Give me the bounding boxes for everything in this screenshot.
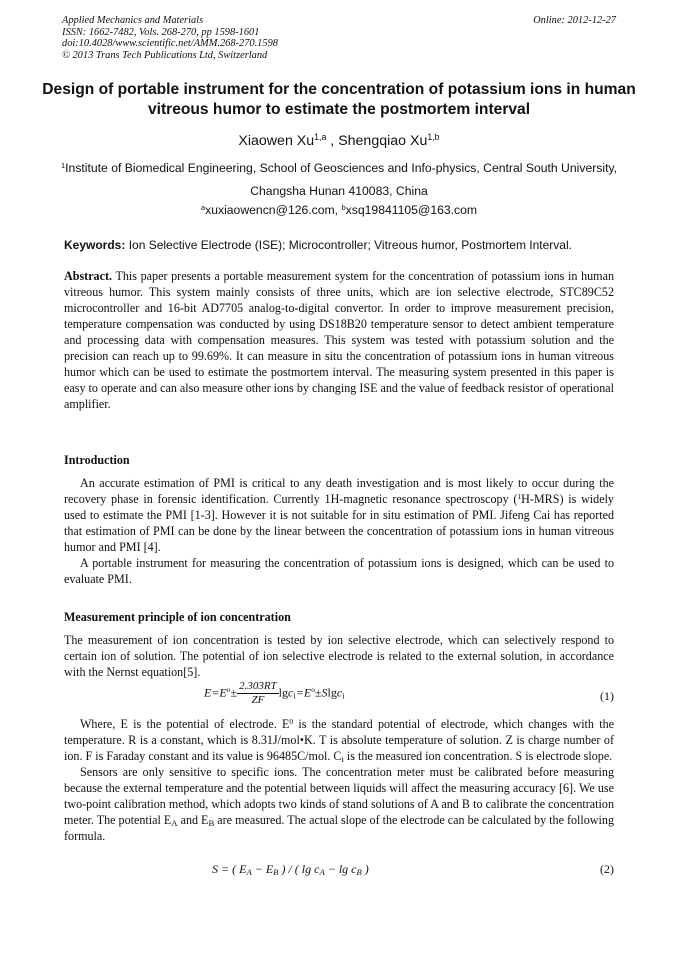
author-1-affiliation-mark: 1,a xyxy=(314,132,327,143)
abstract-text: This paper presents a portable measurement system for the concentration of potassium ions in human vitreous humor. This system mainly consists of three units, which are ion selective electrode, STC89C52 microcontroller and 16-bit AD7705 analog-to-digital convertor. In order to improve measurement precision, temperature compensation was conducted by using DS18B20 temperature sensor to detect ambient temperature and processing data with compensation measures. This system was tested with potassium solution and the precision can reach up to 99.69%. It can measure in situ the concentration of potassium ions in human vitreous humor which can be used to estimate the postmortem interval. The measuring system presented in this paper is easy to operate and can also measure other ions by changing ISE and the value of feedback resistor of operational amplifier. xyxy=(64,269,614,411)
introduction-section xyxy=(64,452,614,587)
equation-1 xyxy=(64,678,614,718)
paper-title: Design of portable instrument for the concentration of potassium ions in human vitreous humor to estimate the postmortem interval xyxy=(42,81,636,118)
author-separator: , xyxy=(326,133,339,149)
introduction-heading: Introduction xyxy=(64,453,130,467)
email-b[interactable]: xsq19841105@163.com xyxy=(345,203,478,217)
introduction-paragraph-2: A portable instrument for measuring the concentration of potassium ions is designed, which can be used to evaluate PMI. xyxy=(64,556,614,586)
measurement-paragraphs xyxy=(64,716,614,844)
email-b-mark: b xyxy=(341,202,346,212)
affiliation-text: Institute of Biomedical Engineering, School of Geosciences and Info-physics, Central South University, Changsha Hunan 410083, China xyxy=(65,161,618,198)
abstract xyxy=(64,268,614,412)
email-a[interactable]: xuxiaowencn@126.com, xyxy=(205,203,342,217)
measurement-heading: Measurement principle of ion concentration xyxy=(64,610,291,624)
equation-1-number: (1) xyxy=(600,689,614,703)
equation-2-number: (2) xyxy=(600,862,614,876)
journal-name: Applied Mechanics and Materials xyxy=(62,15,204,26)
keywords-label: Keywords: xyxy=(64,238,126,252)
keywords-text: Ion Selective Electrode (ISE); Microcontroller; Vitreous humor, Postmortem Interval. xyxy=(125,238,572,252)
measurement-paragraph-2: Where, E is the potential of electrode. $E^0$ is the standard potential of electrode, which changes with the temperature. R is a constant, which is 8.31J/mol•K. T is absolute temperature of solution. Z is charge number of ion. F is Faraday constant and its value is 96485C/mol. $C_i$ is the measured ion concentration. S is electrode slope. xyxy=(64,716,614,765)
doi-line[interactable]: doi:10.4028/www.scientific.net/AMM.268-270.1598 xyxy=(62,38,278,50)
author-emails xyxy=(0,203,678,217)
introduction-paragraph-1: An accurate estimation of PMI is critical to any death investigation and is most likely to occur during the recovery phase in forensic identification. Currently 1H-magnetic resonance spectroscopy ($^1$H-MRS) is widely used to estimate the PMI [1-3]. However it is not suitable for in situ estimation of PMI. Jifeng Cai has reported that estimation of PMI can be done by the linear between the concentration of potassium ions in human vitreous humor and PMI [4]. xyxy=(64,476,614,554)
publication-header xyxy=(62,15,616,61)
email-a-mark: a xyxy=(200,202,206,212)
measurement-section xyxy=(64,609,614,680)
equation-2-body: S = ( $E_A - E_B$ ) / ( $\lg c_A - \lg c_B$ ) xyxy=(212,862,369,878)
measurement-paragraph-3: Sensors are only sensitive to specific ions. The concentration meter must be calibrated before measuring because the external temperature and the potential between liquids will affect the measuring accuracy [6]. We use two-point calibration method, which adopts two kinds of stand solutions of A and B to calibrate the concentration meter. The potential $E_A$ and $E_B$ are measured. The actual slope of the electrode can be calculated by the following formula. xyxy=(64,765,614,843)
measurement-paragraph-1: The measurement of ion concentration is tested by ion selective electrode, which can selectively respond to certain ion of solution. The potential of ion selective electrode is related to the external solution, in accordance with the Nernst equation[5]. xyxy=(64,633,614,679)
author-2: Shengqiao Xu xyxy=(338,133,428,149)
author-2-affiliation-mark: 1,b xyxy=(427,132,440,143)
author-list xyxy=(0,133,678,149)
affiliation-mark: 1 xyxy=(60,160,66,170)
equation-1-body: $E=E^o\pm$ $\frac{2.303RT}{ZF}$ $\lg c_i=E^o\pm Slgc_i$ xyxy=(204,680,345,706)
author-1: Xiaowen Xu xyxy=(238,133,315,149)
abstract-label: Abstract. xyxy=(64,269,113,283)
issn-line: ISSN: 1662-7482, Vols. 268-270, pp 1598-1601 xyxy=(62,26,260,38)
online-date: Online: 2012-12-27 xyxy=(533,15,616,26)
affiliation xyxy=(60,157,618,203)
copyright-line: © 2013 Trans Tech Publications Ltd, Switzerland xyxy=(62,49,268,61)
keywords xyxy=(64,238,624,252)
equation-2 xyxy=(64,862,614,882)
equation-1-fraction: $\frac{2.303RT}{ZF}$ xyxy=(239,680,277,706)
